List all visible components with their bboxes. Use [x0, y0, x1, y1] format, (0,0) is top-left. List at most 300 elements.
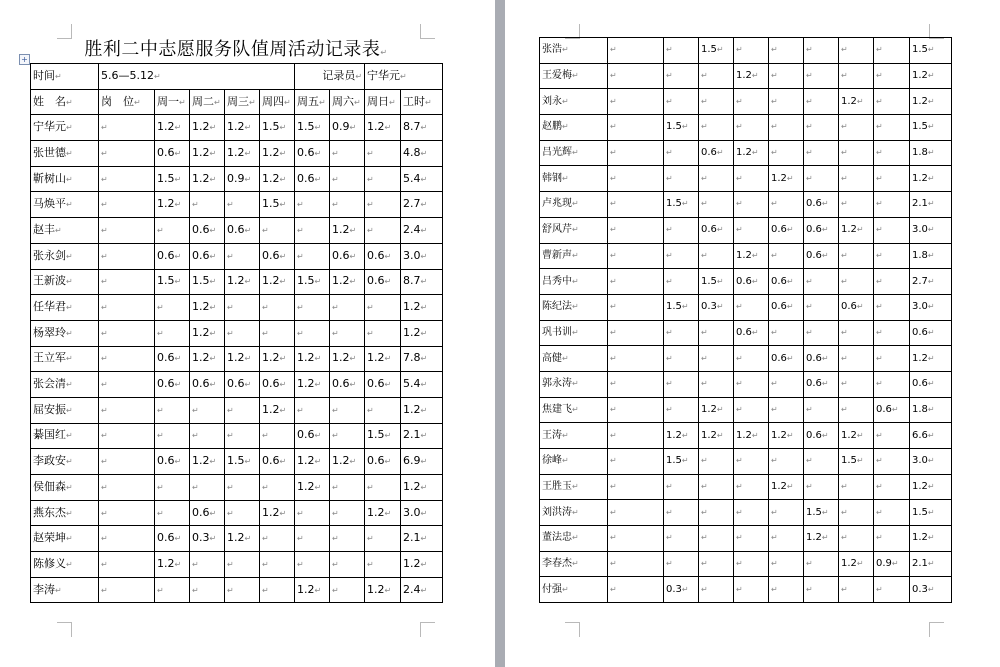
table-cell[interactable] [365, 192, 401, 218]
table-cell[interactable] [734, 397, 769, 423]
table-cell[interactable] [260, 526, 295, 552]
table-cell[interactable] [804, 551, 839, 577]
table-cell[interactable] [608, 500, 664, 526]
table-cell[interactable] [225, 320, 260, 346]
name-cell[interactable]: 曹新声↵ [540, 243, 608, 269]
table-cell[interactable] [225, 475, 260, 501]
table-cell[interactable] [664, 269, 699, 295]
table-cell[interactable] [260, 552, 295, 578]
table-cell[interactable] [608, 63, 664, 89]
table-cell[interactable] [664, 551, 699, 577]
table-cell[interactable] [769, 38, 804, 64]
hours-total-cell[interactable]: 2.4↵ [401, 577, 443, 603]
table-cell[interactable] [99, 320, 155, 346]
table-cell[interactable] [804, 577, 839, 603]
table-cell[interactable]: 1.2↵ [155, 115, 190, 141]
hours-total-cell[interactable]: 1.2↵ [910, 474, 952, 500]
name-cell[interactable]: 赵荣坤↵ [31, 526, 99, 552]
hours-total-cell[interactable]: 2.1↵ [910, 551, 952, 577]
hours-total-cell[interactable]: 1.8↵ [910, 397, 952, 423]
table-cell[interactable]: 1.2↵ [769, 166, 804, 192]
table-cell[interactable] [99, 346, 155, 372]
table-cell[interactable] [260, 577, 295, 603]
table-cell[interactable]: 1.2↵ [190, 295, 225, 321]
table-cell[interactable]: 1.2↵ [734, 423, 769, 449]
table-cell[interactable] [664, 89, 699, 115]
table-cell[interactable] [608, 269, 664, 295]
table-cell[interactable] [769, 551, 804, 577]
name-cell[interactable]: 王涛↵ [540, 423, 608, 449]
table-cell[interactable] [874, 269, 910, 295]
table-cell[interactable]: 0.6↵ [155, 346, 190, 372]
table-cell[interactable] [225, 500, 260, 526]
table-cell[interactable] [664, 320, 699, 346]
table-cell[interactable] [874, 474, 910, 500]
table-move-handle-icon[interactable]: + [19, 54, 30, 65]
table-cell[interactable]: 1.2↵ [225, 346, 260, 372]
table-cell[interactable] [874, 500, 910, 526]
table-cell[interactable]: 1.2↵ [330, 449, 365, 475]
table-cell[interactable] [608, 397, 664, 423]
table-cell[interactable] [99, 115, 155, 141]
table-cell[interactable] [839, 63, 874, 89]
table-cell[interactable]: 1.5↵ [260, 115, 295, 141]
table-cell[interactable] [99, 372, 155, 398]
table-cell[interactable] [734, 500, 769, 526]
table-cell[interactable]: 1.2↵ [190, 141, 225, 167]
table-cell[interactable] [769, 577, 804, 603]
table-cell[interactable] [874, 346, 910, 372]
table-cell[interactable]: 0.6↵ [330, 243, 365, 269]
table-cell[interactable]: 0.6↵ [225, 372, 260, 398]
table-cell[interactable]: 1.2↵ [664, 423, 699, 449]
table-cell[interactable] [664, 166, 699, 192]
table-cell[interactable] [769, 526, 804, 552]
table-cell[interactable] [769, 140, 804, 166]
table-cell[interactable]: 1.2↵ [330, 269, 365, 295]
hours-total-cell[interactable]: 7.8↵ [401, 346, 443, 372]
name-cell[interactable]: 张会清↵ [31, 372, 99, 398]
table-cell[interactable]: 1.5↵ [295, 269, 330, 295]
hours-total-cell[interactable]: 1.2↵ [401, 295, 443, 321]
name-cell[interactable]: 王胜玉↵ [540, 474, 608, 500]
name-cell[interactable]: 靳树山↵ [31, 166, 99, 192]
table-cell[interactable] [295, 526, 330, 552]
table-cell[interactable] [99, 475, 155, 501]
table-cell[interactable]: 1.2↵ [769, 423, 804, 449]
name-cell[interactable]: 郭永涛↵ [540, 371, 608, 397]
table-cell[interactable] [295, 320, 330, 346]
table-cell[interactable] [365, 397, 401, 423]
table-cell[interactable] [664, 500, 699, 526]
table-cell[interactable] [734, 166, 769, 192]
table-cell[interactable] [295, 243, 330, 269]
name-cell[interactable]: 王新波↵ [31, 269, 99, 295]
table-cell[interactable] [99, 552, 155, 578]
table-cell[interactable] [734, 551, 769, 577]
table-cell[interactable]: 0.6↵ [365, 243, 401, 269]
table-cell[interactable]: 0.6↵ [295, 423, 330, 449]
table-cell[interactable] [699, 320, 734, 346]
name-cell[interactable]: 任华君↵ [31, 295, 99, 321]
table-cell[interactable] [874, 371, 910, 397]
table-cell[interactable]: 1.2↵ [190, 320, 225, 346]
table-cell[interactable] [699, 89, 734, 115]
table-cell[interactable] [99, 166, 155, 192]
table-cell[interactable]: 1.2↵ [190, 346, 225, 372]
table-cell[interactable]: 1.5↵ [155, 269, 190, 295]
table-cell[interactable] [608, 192, 664, 218]
table-cell[interactable] [608, 577, 664, 603]
table-cell[interactable] [330, 423, 365, 449]
table-cell[interactable] [330, 552, 365, 578]
table-cell[interactable] [190, 552, 225, 578]
table-cell[interactable] [839, 500, 874, 526]
table-cell[interactable]: 0.6↵ [804, 243, 839, 269]
hours-total-cell[interactable]: 1.5↵ [910, 38, 952, 64]
table-cell[interactable] [804, 63, 839, 89]
table-cell[interactable] [699, 63, 734, 89]
table-cell[interactable] [365, 475, 401, 501]
table-cell[interactable] [874, 449, 910, 475]
table-cell[interactable] [608, 166, 664, 192]
table-cell[interactable] [839, 346, 874, 372]
table-cell[interactable] [330, 475, 365, 501]
name-cell[interactable]: 侯佃森↵ [31, 475, 99, 501]
table-cell[interactable] [608, 320, 664, 346]
hours-total-cell[interactable]: 1.5↵ [910, 115, 952, 141]
table-cell[interactable] [365, 552, 401, 578]
table-cell[interactable] [839, 192, 874, 218]
table-cell[interactable]: 1.5↵ [664, 192, 699, 218]
table-cell[interactable] [155, 397, 190, 423]
table-cell[interactable] [839, 140, 874, 166]
table-cell[interactable]: 1.2↵ [190, 115, 225, 141]
hours-total-cell[interactable]: 3.0↵ [910, 294, 952, 320]
name-cell[interactable]: 高健↵ [540, 346, 608, 372]
table-cell[interactable] [874, 192, 910, 218]
table-cell[interactable] [874, 320, 910, 346]
table-cell[interactable]: 1.2↵ [330, 346, 365, 372]
table-cell[interactable]: 0.6↵ [734, 320, 769, 346]
table-cell[interactable] [225, 552, 260, 578]
table-cell[interactable]: 1.2↵ [699, 423, 734, 449]
table-cell[interactable] [874, 217, 910, 243]
table-cell[interactable] [804, 294, 839, 320]
table-cell[interactable] [769, 63, 804, 89]
table-cell[interactable] [804, 397, 839, 423]
hours-total-cell[interactable]: 1.2↵ [910, 526, 952, 552]
table-cell[interactable] [608, 551, 664, 577]
name-cell[interactable]: 王爱梅↵ [540, 63, 608, 89]
table-cell[interactable] [608, 371, 664, 397]
table-cell[interactable] [225, 423, 260, 449]
table-cell[interactable] [330, 295, 365, 321]
table-cell[interactable]: 0.6↵ [804, 217, 839, 243]
table-cell[interactable]: 0.6↵ [155, 372, 190, 398]
table-cell[interactable] [839, 243, 874, 269]
table-cell[interactable] [734, 115, 769, 141]
name-cell[interactable]: 舒风芹↵ [540, 217, 608, 243]
hours-total-cell[interactable]: 2.1↵ [401, 526, 443, 552]
table-cell[interactable] [608, 217, 664, 243]
table-cell[interactable] [260, 320, 295, 346]
table-cell[interactable] [664, 243, 699, 269]
hours-total-cell[interactable]: 4.8↵ [401, 141, 443, 167]
table-cell[interactable] [699, 474, 734, 500]
table-cell[interactable] [874, 577, 910, 603]
name-cell[interactable]: 陈纪法↵ [540, 294, 608, 320]
table-cell[interactable] [699, 166, 734, 192]
table-cell[interactable] [365, 166, 401, 192]
table-cell[interactable] [99, 218, 155, 244]
table-cell[interactable]: 1.2↵ [155, 552, 190, 578]
table-cell[interactable]: 0.6↵ [155, 449, 190, 475]
table-cell[interactable] [99, 397, 155, 423]
table-cell[interactable]: 0.6↵ [260, 372, 295, 398]
table-cell[interactable] [769, 500, 804, 526]
name-cell[interactable]: 宁华元↵ [31, 115, 99, 141]
hours-total-cell[interactable]: 2.4↵ [401, 218, 443, 244]
table-cell[interactable] [99, 526, 155, 552]
table-cell[interactable] [99, 243, 155, 269]
table-cell[interactable]: 0.6↵ [804, 346, 839, 372]
table-cell[interactable] [874, 38, 910, 64]
table-cell[interactable] [699, 243, 734, 269]
name-cell[interactable]: 綦国红↵ [31, 423, 99, 449]
table-cell[interactable] [699, 449, 734, 475]
table-cell[interactable]: 1.2↵ [839, 423, 874, 449]
table-cell[interactable] [190, 397, 225, 423]
table-cell[interactable] [839, 577, 874, 603]
table-cell[interactable] [155, 423, 190, 449]
table-cell[interactable] [839, 38, 874, 64]
table-cell[interactable] [734, 192, 769, 218]
table-cell[interactable]: 0.6↵ [804, 423, 839, 449]
table-cell[interactable] [155, 500, 190, 526]
table-cell[interactable]: 1.2↵ [365, 500, 401, 526]
table-cell[interactable] [99, 500, 155, 526]
table-cell[interactable] [608, 474, 664, 500]
table-cell[interactable] [769, 371, 804, 397]
name-cell[interactable]: 张永剑↵ [31, 243, 99, 269]
table-cell[interactable] [365, 320, 401, 346]
table-cell[interactable] [699, 577, 734, 603]
table-cell[interactable] [839, 474, 874, 500]
table-cell[interactable] [225, 192, 260, 218]
table-cell[interactable] [734, 346, 769, 372]
table-cell[interactable]: 0.6↵ [155, 526, 190, 552]
name-cell[interactable]: 付强↵ [540, 577, 608, 603]
table-cell[interactable] [804, 140, 839, 166]
table-cell[interactable]: 1.2↵ [295, 475, 330, 501]
table-cell[interactable] [804, 38, 839, 64]
table-cell[interactable]: 1.2↵ [839, 551, 874, 577]
table-cell[interactable] [260, 423, 295, 449]
table-cell[interactable] [874, 115, 910, 141]
table-cell[interactable] [699, 500, 734, 526]
table-cell[interactable] [874, 243, 910, 269]
table-cell[interactable]: 0.6↵ [190, 243, 225, 269]
table-cell[interactable]: 0.6↵ [804, 192, 839, 218]
table-cell[interactable]: 1.2↵ [734, 140, 769, 166]
table-cell[interactable] [804, 166, 839, 192]
table-cell[interactable]: 1.2↵ [190, 449, 225, 475]
hours-total-cell[interactable]: 1.2↵ [910, 346, 952, 372]
table-cell[interactable]: 1.2↵ [295, 346, 330, 372]
table-cell[interactable]: 1.2↵ [260, 500, 295, 526]
table-cell[interactable] [664, 217, 699, 243]
table-cell[interactable]: 1.2↵ [190, 166, 225, 192]
time-value-cell[interactable]: 5.6—5.12↵ [99, 64, 295, 90]
table-cell[interactable]: 0.6↵ [190, 218, 225, 244]
table-cell[interactable]: 0.6↵ [699, 140, 734, 166]
name-cell[interactable]: 王立军↵ [31, 346, 99, 372]
table-cell[interactable] [699, 115, 734, 141]
name-cell[interactable]: 燕东杰↵ [31, 500, 99, 526]
table-cell[interactable] [99, 295, 155, 321]
table-cell[interactable]: 1.5↵ [155, 166, 190, 192]
table-cell[interactable] [365, 526, 401, 552]
table-cell[interactable]: 1.2↵ [295, 449, 330, 475]
table-cell[interactable]: 1.5↵ [365, 423, 401, 449]
table-cell[interactable] [99, 141, 155, 167]
name-cell[interactable]: 赵丰↵ [31, 218, 99, 244]
table-cell[interactable] [99, 449, 155, 475]
table-cell[interactable] [155, 475, 190, 501]
table-cell[interactable] [734, 371, 769, 397]
table-cell[interactable] [664, 474, 699, 500]
table-cell[interactable] [769, 192, 804, 218]
table-cell[interactable] [190, 192, 225, 218]
table-cell[interactable] [608, 115, 664, 141]
table-cell[interactable] [330, 526, 365, 552]
hours-total-cell[interactable]: 8.7↵ [401, 269, 443, 295]
table-cell[interactable] [99, 192, 155, 218]
table-cell[interactable]: 1.5↵ [839, 449, 874, 475]
name-cell[interactable]: 焦建飞↵ [540, 397, 608, 423]
table-cell[interactable]: 1.2↵ [365, 346, 401, 372]
hours-total-cell[interactable]: 0.6↵ [910, 320, 952, 346]
table-cell[interactable]: 0.3↵ [699, 294, 734, 320]
table-cell[interactable]: 0.3↵ [664, 577, 699, 603]
table-cell[interactable]: 1.2↵ [225, 526, 260, 552]
table-cell[interactable] [330, 500, 365, 526]
table-cell[interactable]: 0.6↵ [365, 269, 401, 295]
table-cell[interactable]: 1.5↵ [804, 500, 839, 526]
table-cell[interactable] [190, 423, 225, 449]
table-cell[interactable] [608, 526, 664, 552]
table-cell[interactable] [874, 294, 910, 320]
hours-total-cell[interactable]: 5.4↵ [401, 372, 443, 398]
name-cell[interactable]: 李涛↵ [31, 577, 99, 603]
table-cell[interactable] [225, 295, 260, 321]
table-cell[interactable]: 0.6↵ [295, 141, 330, 167]
table-cell[interactable]: 1.2↵ [804, 526, 839, 552]
hours-total-cell[interactable]: 1.2↵ [910, 166, 952, 192]
table-cell[interactable]: 0.6↵ [155, 141, 190, 167]
table-cell[interactable] [155, 295, 190, 321]
table-cell[interactable] [225, 397, 260, 423]
name-cell[interactable]: 李春杰↵ [540, 551, 608, 577]
table-cell[interactable]: 0.9↵ [225, 166, 260, 192]
table-cell[interactable] [839, 115, 874, 141]
hours-total-cell[interactable]: 3.0↵ [401, 243, 443, 269]
table-cell[interactable] [330, 192, 365, 218]
table-cell[interactable] [699, 526, 734, 552]
table-cell[interactable] [874, 166, 910, 192]
table-cell[interactable] [734, 38, 769, 64]
table-cell[interactable]: 0.6↵ [190, 500, 225, 526]
table-cell[interactable] [330, 397, 365, 423]
hours-total-cell[interactable]: 5.4↵ [401, 166, 443, 192]
table-cell[interactable]: 1.2↵ [365, 577, 401, 603]
table-cell[interactable] [874, 140, 910, 166]
table-cell[interactable] [664, 397, 699, 423]
table-cell[interactable] [608, 243, 664, 269]
hours-total-cell[interactable]: 8.7↵ [401, 115, 443, 141]
hours-total-cell[interactable]: 1.2↵ [401, 320, 443, 346]
table-cell[interactable] [874, 526, 910, 552]
name-cell[interactable]: 吕秀中↵ [540, 269, 608, 295]
table-cell[interactable] [608, 346, 664, 372]
table-cell[interactable]: 1.2↵ [155, 192, 190, 218]
table-cell[interactable] [804, 320, 839, 346]
hours-total-cell[interactable]: 1.2↵ [401, 552, 443, 578]
name-cell[interactable]: 张世德↵ [31, 141, 99, 167]
name-cell[interactable]: 马焕平↵ [31, 192, 99, 218]
table-cell[interactable]: 0.6↵ [699, 217, 734, 243]
table-cell[interactable] [769, 449, 804, 475]
table-cell[interactable] [155, 320, 190, 346]
table-cell[interactable]: 0.6↵ [769, 346, 804, 372]
table-cell[interactable] [734, 577, 769, 603]
table-cell[interactable] [260, 475, 295, 501]
table-cell[interactable]: 0.9↵ [330, 115, 365, 141]
hours-total-cell[interactable]: 3.0↵ [910, 449, 952, 475]
table-cell[interactable]: 1.5↵ [225, 449, 260, 475]
table-cell[interactable] [99, 423, 155, 449]
name-cell[interactable]: 杨翠玲↵ [31, 320, 99, 346]
hours-total-cell[interactable]: 1.2↵ [910, 63, 952, 89]
table-cell[interactable]: 1.5↵ [190, 269, 225, 295]
table-cell[interactable] [769, 243, 804, 269]
table-cell[interactable]: 1.2↵ [365, 115, 401, 141]
table-cell[interactable] [664, 140, 699, 166]
table-cell[interactable] [769, 89, 804, 115]
name-cell[interactable]: 刘洪涛↵ [540, 500, 608, 526]
table-cell[interactable] [225, 577, 260, 603]
table-cell[interactable] [839, 320, 874, 346]
recorder-value-cell[interactable]: 宁华元↵ [365, 64, 443, 90]
table-cell[interactable] [295, 500, 330, 526]
name-cell[interactable]: 董法忠↵ [540, 526, 608, 552]
name-cell[interactable]: 刘永↵ [540, 89, 608, 115]
table-cell[interactable] [874, 63, 910, 89]
table-cell[interactable]: 1.2↵ [225, 141, 260, 167]
hours-total-cell[interactable]: 2.7↵ [401, 192, 443, 218]
table-cell[interactable]: 1.5↵ [260, 192, 295, 218]
hours-total-cell[interactable]: 3.0↵ [401, 500, 443, 526]
table-cell[interactable]: 1.2↵ [260, 166, 295, 192]
name-cell[interactable]: 巩书训↵ [540, 320, 608, 346]
table-cell[interactable]: 1.2↵ [225, 115, 260, 141]
hours-total-cell[interactable]: 6.6↵ [910, 423, 952, 449]
table-cell[interactable] [839, 371, 874, 397]
table-cell[interactable] [874, 89, 910, 115]
table-cell[interactable]: 1.5↵ [664, 115, 699, 141]
table-cell[interactable]: 1.2↵ [839, 89, 874, 115]
